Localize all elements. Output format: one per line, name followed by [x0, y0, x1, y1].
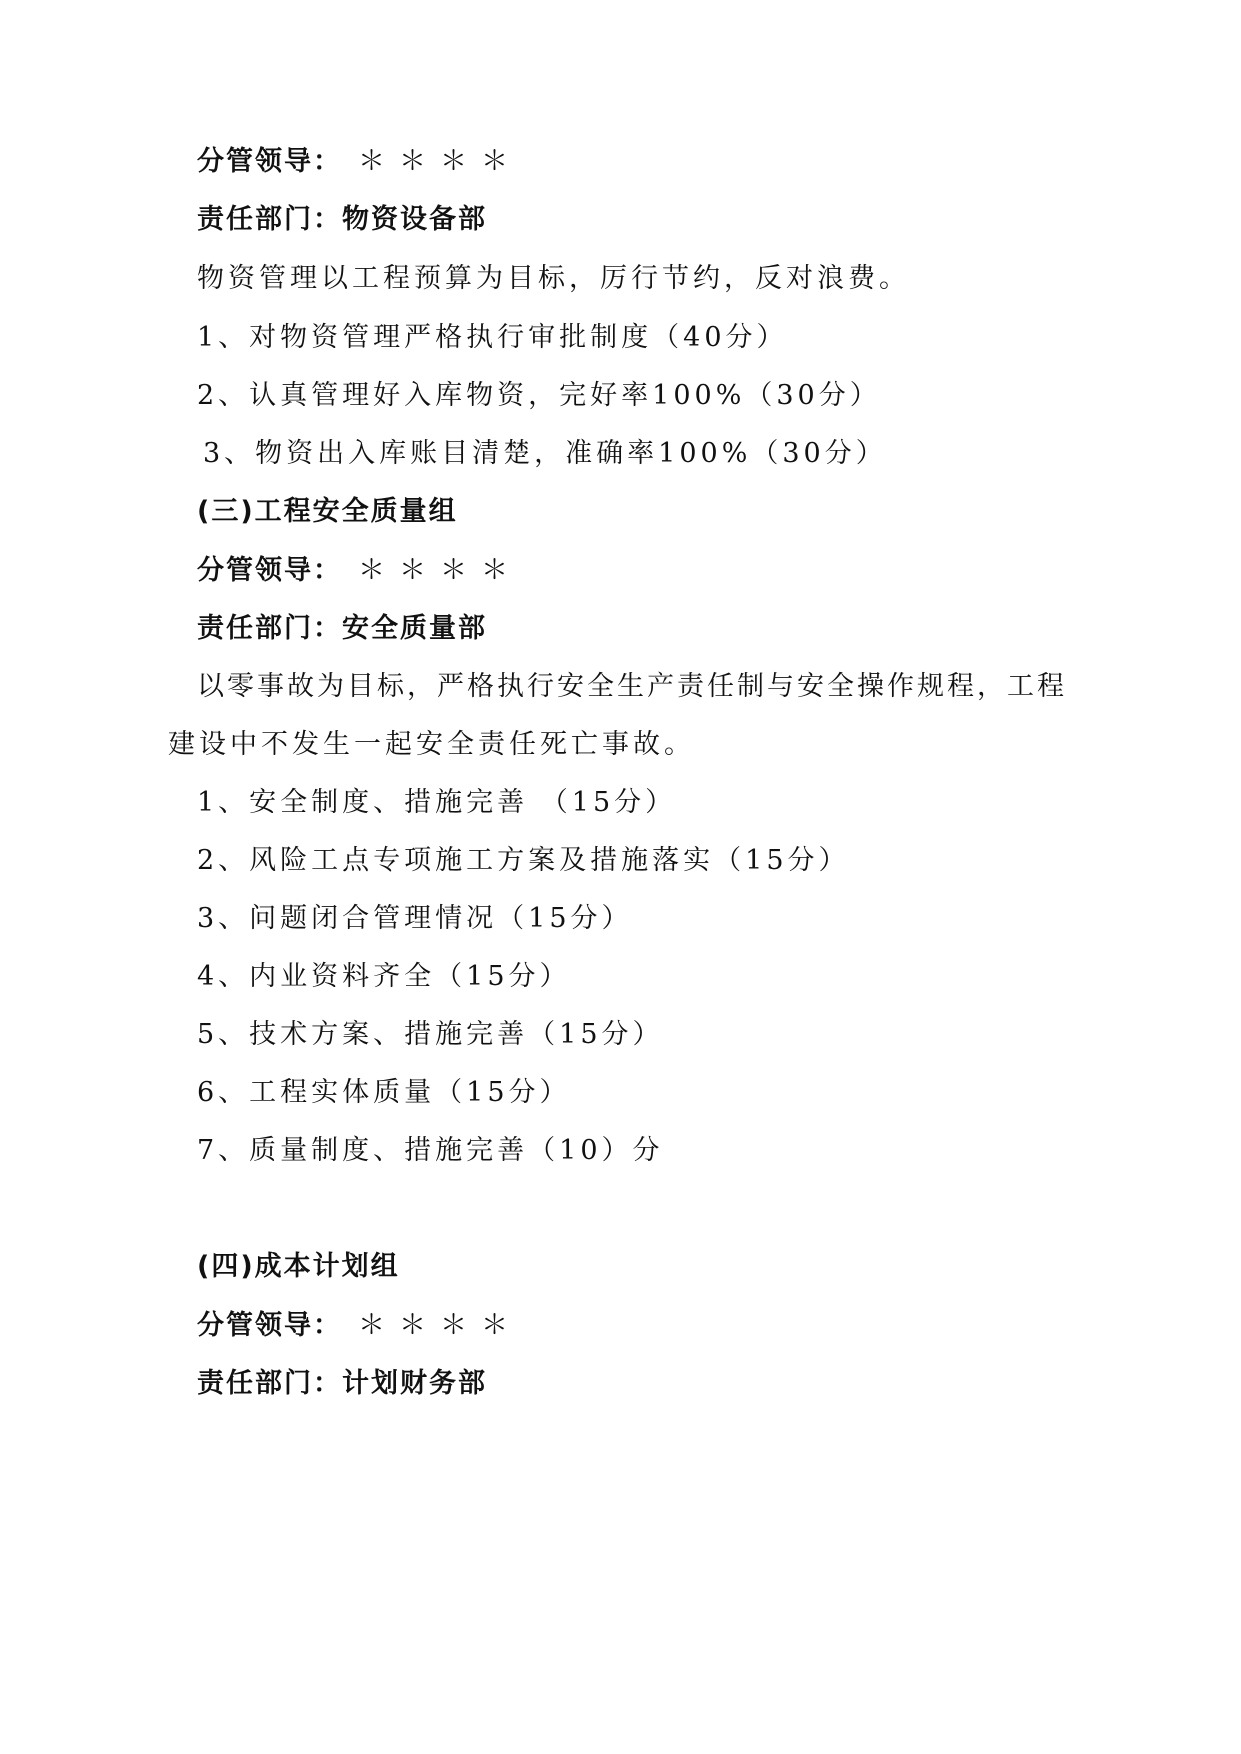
department-value: 物资设备部 [342, 204, 487, 235]
department-line [197, 203, 487, 237]
goal-text: 以零事故为目标，严格执行安全生产责任制与安全操作规程，工程 [197, 671, 1067, 702]
leader-line [197, 1309, 522, 1343]
leader-label: 分管领导： [197, 555, 342, 586]
department-label: 责任部门： [197, 204, 342, 235]
leader-value: ＊＊＊＊ [358, 1310, 522, 1341]
list-item: 7、质量制度、措施完善（10）分 [197, 1135, 664, 1166]
department-value: 计划财务部 [342, 1368, 487, 1399]
list-item: 4、内业资料齐全（15分） [197, 961, 571, 992]
list-item: 2、认真管理好入库物资，完好率100%（30分） [197, 380, 881, 411]
department-label: 责任部门： [197, 613, 342, 644]
list-item: 2、风险工点专项施工方案及措施落实（15分） [197, 845, 850, 876]
leader-value: ＊＊＊＊ [358, 555, 522, 586]
department-value: 安全质量部 [342, 613, 487, 644]
list-item: 3、问题闭合管理情况（15分） [197, 903, 633, 934]
leader-label: 分管领导： [197, 146, 342, 177]
list-item: 5、技术方案、措施完善（15分） [197, 1019, 664, 1050]
leader-line [197, 145, 522, 179]
section-heading: (三)工程安全质量组 [197, 496, 458, 527]
department-label: 责任部门： [197, 1368, 342, 1399]
list-item: 1、安全制度、措施完善 （15分） [197, 787, 677, 818]
leader-value: ＊＊＊＊ [358, 146, 522, 177]
department-line [197, 1367, 487, 1401]
leader-label: 分管领导： [197, 1310, 342, 1341]
leader-line [197, 554, 522, 588]
goal-text: 物资管理以工程预算为目标，厉行节约，反对浪费。 [197, 263, 910, 294]
section-heading: (四)成本计划组 [197, 1251, 400, 1282]
list-item: 6、工程实体质量（15分） [197, 1077, 571, 1108]
list-item: 1、对物资管理严格执行审批制度（40分） [197, 322, 788, 353]
list-item: 3、物资出入库账目清楚，准确率100%（30分） [203, 438, 887, 469]
goal-text-continued: 建设中不发生一起安全责任死亡事故。 [168, 729, 695, 760]
department-line [197, 612, 487, 646]
